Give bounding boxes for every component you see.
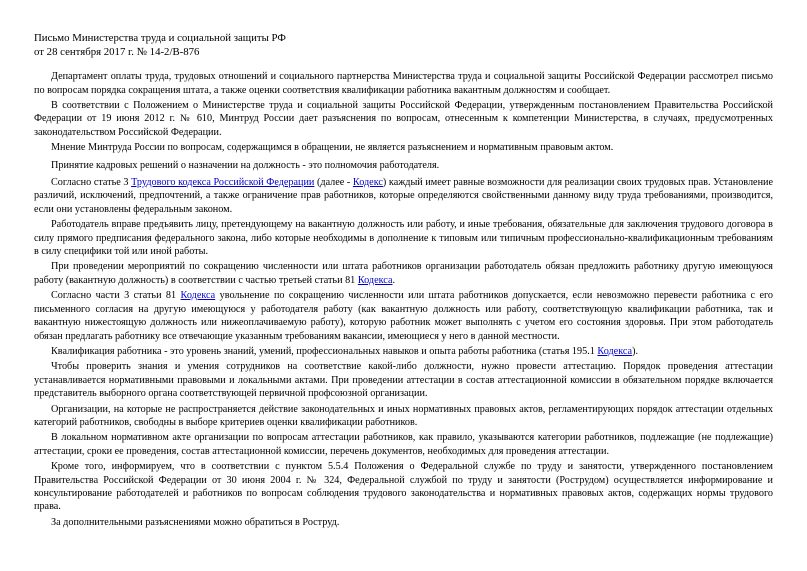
paragraph-6: Работодатель вправе предъявить лицу, претендующему на вакантную должность или работу, и иные требования, обязательные для заключения трудового договора в силу прямого предписания федерального закона, либо которые необходимы в дополнение к типовым или типичным профессионально-квалификационным требованиям в силу специфики той или иной работы. [34,219,773,258]
link-labor-code[interactable]: Трудового кодекса Российской Федерации [131,177,315,189]
paragraph-8: Согласно части 3 статьи 81 Кодекса увольнение по сокращению численности или штата работников допускается, если невозможно перевести работника с его письменного согласия на другую имеющуюся у работодателя работу (как вакантную должность или работу, соответствующую квалификации работника, так и вакантную нижестоящую должность или нижеоплачиваемую работу), которую работник может выполнять с учетом его состояния здоровья. При этом работодатель обязан предлагать работнику все отвечающие указанным требованиям вакансии, имеющиеся у него в данной местности. [34,290,774,342]
link-code-art195[interactable]: Кодекса [597,345,633,357]
link-code-short[interactable]: Кодекс [352,177,383,189]
paragraph-7: При проведении мероприятий по сокращению численности или штата работников организации работодатель обязан предложить работнику другую имеющуюся работу (вакантную должность) в соответствии с частью третьей статьи 81 Кодекса. [34,261,773,286]
paragraph-4: Принятие кадровых решений о назначении на должность - это полномочия работодателя. [51,159,440,171]
paragraph-11: Организации, на которые не распространяется действие законодательных и иных нормативных правовых актов, регламентирующих порядок аттестации отдельных категорий работников, свободны в выборе критериев оценки квалификации работников. [34,403,773,428]
paragraph-9: Квалификация работника - это уровень знаний, умений, профессиональных навыков и опыта работы работника (статья 195.1 Кодекса). [51,345,639,357]
document-title: Письмо Министерства труда и социальной защиты РФ [34,32,286,44]
link-code-art81[interactable]: Кодекса [357,274,393,286]
paragraph-13: Кроме того, информируем, что в соответствии с пунктом 5.5.4 Положения о Федеральной службе по труду и занятости, утвержденного постановлением Правительства Российской Федерации от 30 июня 2004 г. № 324, Федеральной службой по труду и занятости (Рострудом) осуществляется информирование и консультирование работодателей и работников по вопросам соблюдения трудового законодательства и нормативных правовых актов, содержащих нормы трудового права. [34,461,773,513]
paragraph-10: Чтобы проверить знания и умения сотрудников на соответствие какой-либо должности, нужно провести аттестацию. Порядок проведения аттестации устанавливается нормативными правовыми и локальными актами. При проведении аттестации в состав аттестационной комиссии в обязательном порядке включается представитель выборного органа соответствующей первичной профсоюзной организации. [34,361,773,400]
document-date-number: от 28 сентября 2017 г. № 14-2/В-876 [34,45,200,58]
paragraph-1: Департамент оплаты труда, трудовых отношений и социального партнерства Министерства труда и социальной защиты Российской Федерации рассмотрел письмо по вопросам порядка сокращения штата, а также оценки соответствия квалификации работника вакантным должностям и сообщает. [34,71,773,96]
paragraph-2: В соответствии с Положением о Министерстве труда и социальной защиты Российской Федерации, утвержденным постановлением Правительства Российской Федерации от 19 июня 2012 г. № 610, Минтруд России дает разъяснения по вопросам, отнесенным к компетенции Министерства, в случаях, предусмотренных законодательством Российской Федерации. [34,100,773,138]
paragraph-3: Мнение Минтруда России по вопросам, содержащимся в обращении, не является разъяснением и нормативным правовым актом. [51,142,614,154]
link-code-art81-part3[interactable]: Кодекса [180,290,216,302]
paragraph-14: За дополнительными разъяснениями можно обратиться в Роструд. [51,516,340,528]
document-body [34,70,773,529]
paragraph-12: В локальном нормативном акте организации по вопросам аттестации работников, как правило, указываются категории работников, подлежащие (не подлежащие) аттестации, сроки ее проведения, состав аттестационной комиссии, перечень документов, необходимых для проведения аттестации. [34,432,773,457]
paragraph-5: Согласно статье 3 Трудового кодекса Российской Федерации (далее - Кодекс) каждый имеет равные возможности для реализации своих трудовых прав. Установление различий, исключений, предпочтений, а также ограничение прав работников, которые определяются свойственными данному виду труда требованиями, производится, если они установлены федеральным законом. [34,177,773,215]
document-header [34,32,773,59]
